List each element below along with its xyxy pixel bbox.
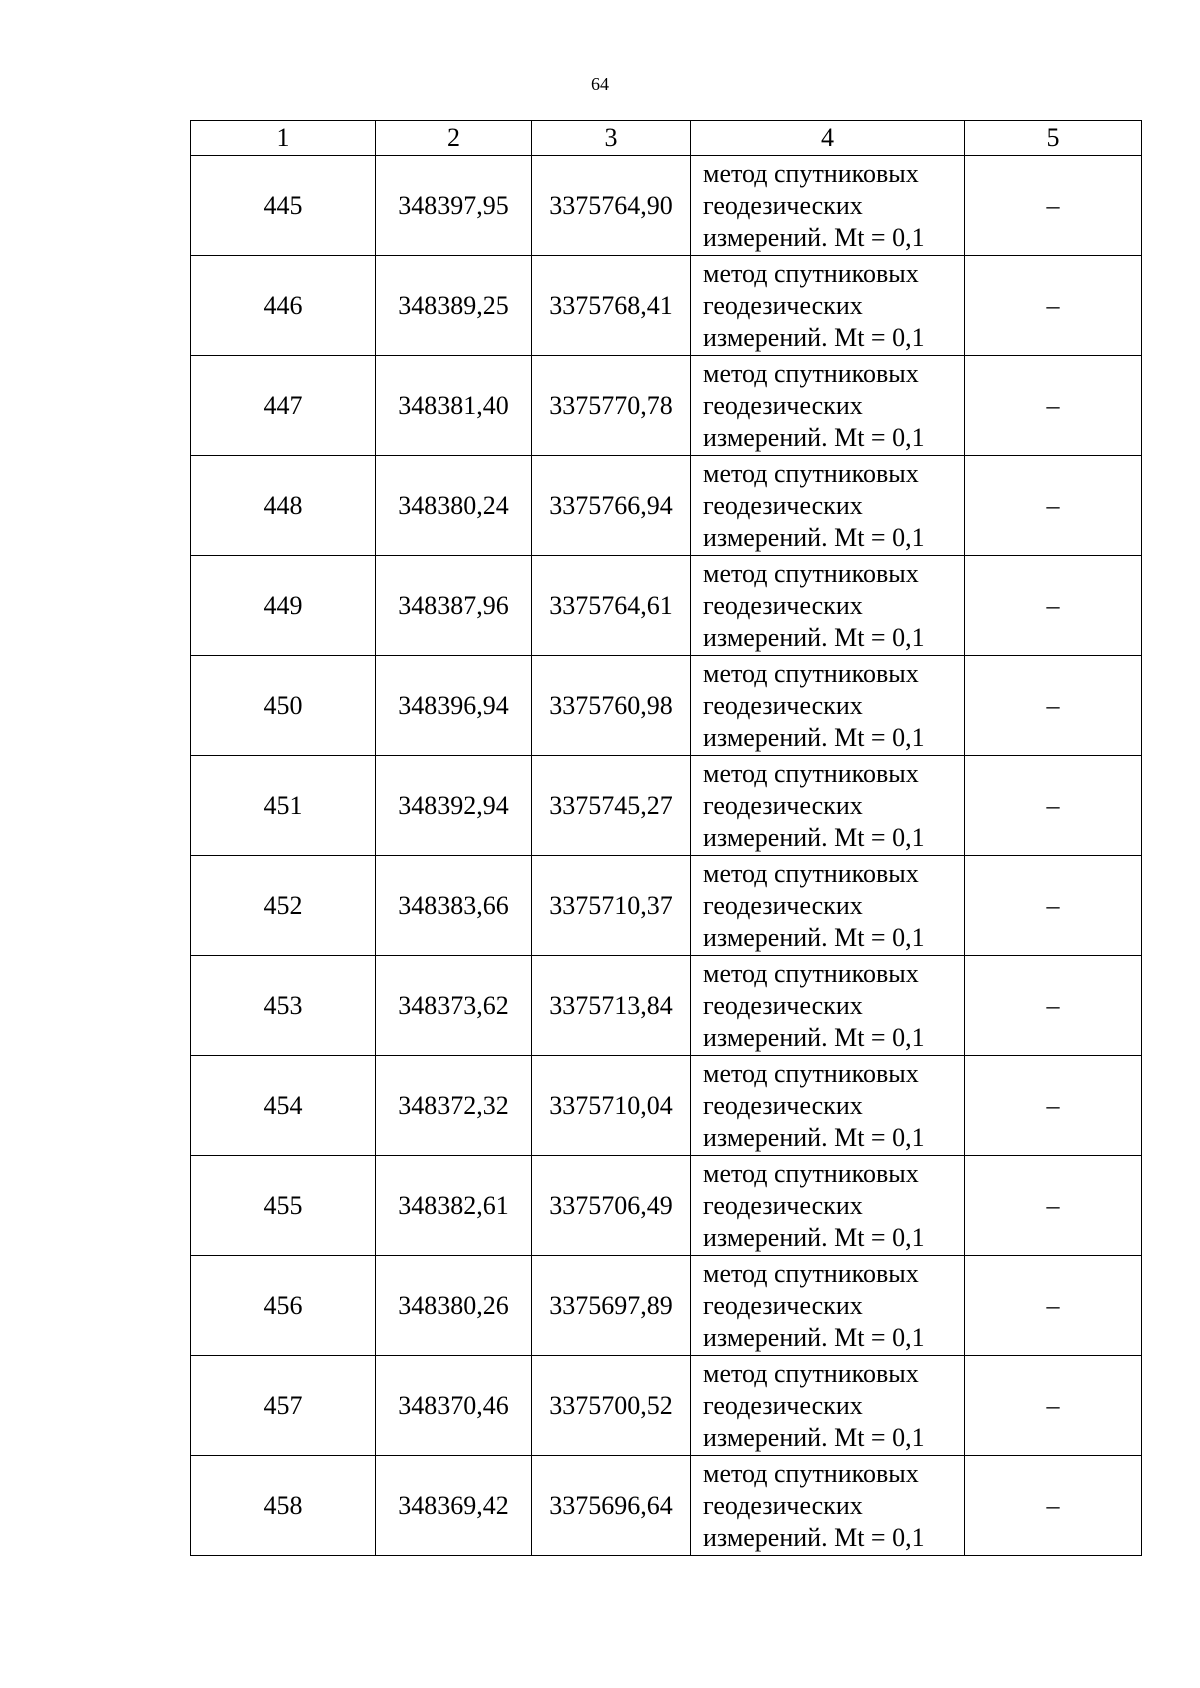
table-row <box>191 1456 1142 1556</box>
cell-method <box>691 156 965 256</box>
cell-method <box>691 856 965 956</box>
method-line: измерений. Mt = 0,1 <box>703 1122 925 1152</box>
cell-x-coordinate: 348383,66 <box>376 856 532 956</box>
cell-note: – <box>965 756 1142 856</box>
method-line: измерений. Mt = 0,1 <box>703 1522 925 1552</box>
cell-method <box>691 656 965 756</box>
method-line: метод спутниковых <box>703 1458 919 1488</box>
cell-method <box>691 256 965 356</box>
method-line: геодезических <box>703 490 863 520</box>
table-row <box>191 256 1142 356</box>
cell-point-number: 445 <box>191 156 376 256</box>
header-col-3: 3 <box>532 121 691 156</box>
header-col-5: 5 <box>965 121 1142 156</box>
table-row <box>191 1256 1142 1356</box>
coordinates-table-container <box>190 120 1141 1556</box>
header-col-4: 4 <box>691 121 965 156</box>
cell-point-number: 458 <box>191 1456 376 1556</box>
method-line: измерений. Mt = 0,1 <box>703 1022 925 1052</box>
cell-note: – <box>965 556 1142 656</box>
cell-method <box>691 1456 965 1556</box>
cell-y-coordinate: 3375745,27 <box>532 756 691 856</box>
method-line: измерений. Mt = 0,1 <box>703 522 925 552</box>
cell-y-coordinate: 3375760,98 <box>532 656 691 756</box>
method-line: измерений. Mt = 0,1 <box>703 922 925 952</box>
method-line: метод спутниковых <box>703 1058 919 1088</box>
cell-method <box>691 1056 965 1156</box>
cell-point-number: 454 <box>191 1056 376 1156</box>
cell-y-coordinate: 3375710,04 <box>532 1056 691 1156</box>
cell-y-coordinate: 3375764,61 <box>532 556 691 656</box>
cell-note: – <box>965 856 1142 956</box>
cell-x-coordinate: 348380,26 <box>376 1256 532 1356</box>
cell-point-number: 446 <box>191 256 376 356</box>
cell-point-number: 447 <box>191 356 376 456</box>
cell-method <box>691 456 965 556</box>
method-line: метод спутниковых <box>703 358 919 388</box>
method-line: метод спутниковых <box>703 658 919 688</box>
method-line: метод спутниковых <box>703 758 919 788</box>
cell-method <box>691 556 965 656</box>
cell-x-coordinate: 348396,94 <box>376 656 532 756</box>
method-line: геодезических <box>703 1490 863 1520</box>
cell-point-number: 451 <box>191 756 376 856</box>
method-line: метод спутниковых <box>703 858 919 888</box>
method-line: геодезических <box>703 290 863 320</box>
cell-note: – <box>965 1356 1142 1456</box>
cell-y-coordinate: 3375768,41 <box>532 256 691 356</box>
method-line: геодезических <box>703 1190 863 1220</box>
header-col-2: 2 <box>376 121 532 156</box>
cell-note: – <box>965 1256 1142 1356</box>
cell-x-coordinate: 348382,61 <box>376 1156 532 1256</box>
cell-x-coordinate: 348392,94 <box>376 756 532 856</box>
cell-x-coordinate: 348397,95 <box>376 156 532 256</box>
method-line: геодезических <box>703 1090 863 1120</box>
cell-note: – <box>965 1456 1142 1556</box>
method-line: геодезических <box>703 390 863 420</box>
method-line: геодезических <box>703 890 863 920</box>
method-line: измерений. Mt = 0,1 <box>703 1222 925 1252</box>
cell-point-number: 457 <box>191 1356 376 1456</box>
cell-point-number: 456 <box>191 1256 376 1356</box>
cell-y-coordinate: 3375696,64 <box>532 1456 691 1556</box>
method-line: геодезических <box>703 1390 863 1420</box>
table-row <box>191 656 1142 756</box>
header-row <box>191 121 1142 156</box>
cell-x-coordinate: 348369,42 <box>376 1456 532 1556</box>
table-row <box>191 756 1142 856</box>
method-line: метод спутниковых <box>703 958 919 988</box>
table-row <box>191 156 1142 256</box>
cell-y-coordinate: 3375713,84 <box>532 956 691 1056</box>
table-row <box>191 356 1142 456</box>
cell-method <box>691 1356 965 1456</box>
cell-point-number: 453 <box>191 956 376 1056</box>
cell-x-coordinate: 348387,96 <box>376 556 532 656</box>
method-line: геодезических <box>703 190 863 220</box>
table-row <box>191 456 1142 556</box>
table-row <box>191 1356 1142 1456</box>
method-line: геодезических <box>703 690 863 720</box>
table-row <box>191 1056 1142 1156</box>
cell-note: – <box>965 156 1142 256</box>
coordinates-table <box>190 120 1142 1556</box>
cell-note: – <box>965 1056 1142 1156</box>
cell-y-coordinate: 3375764,90 <box>532 156 691 256</box>
table-row <box>191 956 1142 1056</box>
cell-note: – <box>965 656 1142 756</box>
cell-y-coordinate: 3375710,37 <box>532 856 691 956</box>
cell-y-coordinate: 3375697,89 <box>532 1256 691 1356</box>
method-line: геодезических <box>703 790 863 820</box>
method-line: метод спутниковых <box>703 258 919 288</box>
cell-x-coordinate: 348380,24 <box>376 456 532 556</box>
cell-method <box>691 756 965 856</box>
cell-method <box>691 956 965 1056</box>
method-line: метод спутниковых <box>703 1258 919 1288</box>
method-line: метод спутниковых <box>703 458 919 488</box>
method-line: измерений. Mt = 0,1 <box>703 1322 925 1352</box>
table-row <box>191 856 1142 956</box>
cell-x-coordinate: 348381,40 <box>376 356 532 456</box>
method-line: измерений. Mt = 0,1 <box>703 322 925 352</box>
cell-point-number: 448 <box>191 456 376 556</box>
method-line: метод спутниковых <box>703 158 919 188</box>
method-line: измерений. Mt = 0,1 <box>703 422 925 452</box>
cell-point-number: 455 <box>191 1156 376 1256</box>
method-line: геодезических <box>703 1290 863 1320</box>
cell-point-number: 450 <box>191 656 376 756</box>
cell-point-number: 449 <box>191 556 376 656</box>
table-row <box>191 556 1142 656</box>
table-body <box>191 156 1142 1556</box>
method-line: геодезических <box>703 590 863 620</box>
cell-x-coordinate: 348373,62 <box>376 956 532 1056</box>
method-line: метод спутниковых <box>703 1358 919 1388</box>
cell-method <box>691 1256 965 1356</box>
cell-note: – <box>965 356 1142 456</box>
cell-y-coordinate: 3375766,94 <box>532 456 691 556</box>
header-col-1: 1 <box>191 121 376 156</box>
method-line: измерений. Mt = 0,1 <box>703 722 925 752</box>
page-number: 64 <box>591 74 609 94</box>
cell-note: – <box>965 256 1142 356</box>
cell-method <box>691 1156 965 1256</box>
cell-x-coordinate: 348372,32 <box>376 1056 532 1156</box>
table-row <box>191 1156 1142 1256</box>
method-line: измерений. Mt = 0,1 <box>703 222 925 252</box>
cell-x-coordinate: 348389,25 <box>376 256 532 356</box>
method-line: измерений. Mt = 0,1 <box>703 622 925 652</box>
cell-note: – <box>965 1156 1142 1256</box>
method-line: геодезических <box>703 990 863 1020</box>
cell-y-coordinate: 3375700,52 <box>532 1356 691 1456</box>
method-line: метод спутниковых <box>703 558 919 588</box>
method-line: измерений. Mt = 0,1 <box>703 1422 925 1452</box>
method-line: метод спутниковых <box>703 1158 919 1188</box>
cell-y-coordinate: 3375706,49 <box>532 1156 691 1256</box>
cell-method <box>691 356 965 456</box>
cell-point-number: 452 <box>191 856 376 956</box>
method-line: измерений. Mt = 0,1 <box>703 822 925 852</box>
table-header <box>191 121 1142 156</box>
cell-y-coordinate: 3375770,78 <box>532 356 691 456</box>
cell-note: – <box>965 456 1142 556</box>
cell-note: – <box>965 956 1142 1056</box>
cell-x-coordinate: 348370,46 <box>376 1356 532 1456</box>
